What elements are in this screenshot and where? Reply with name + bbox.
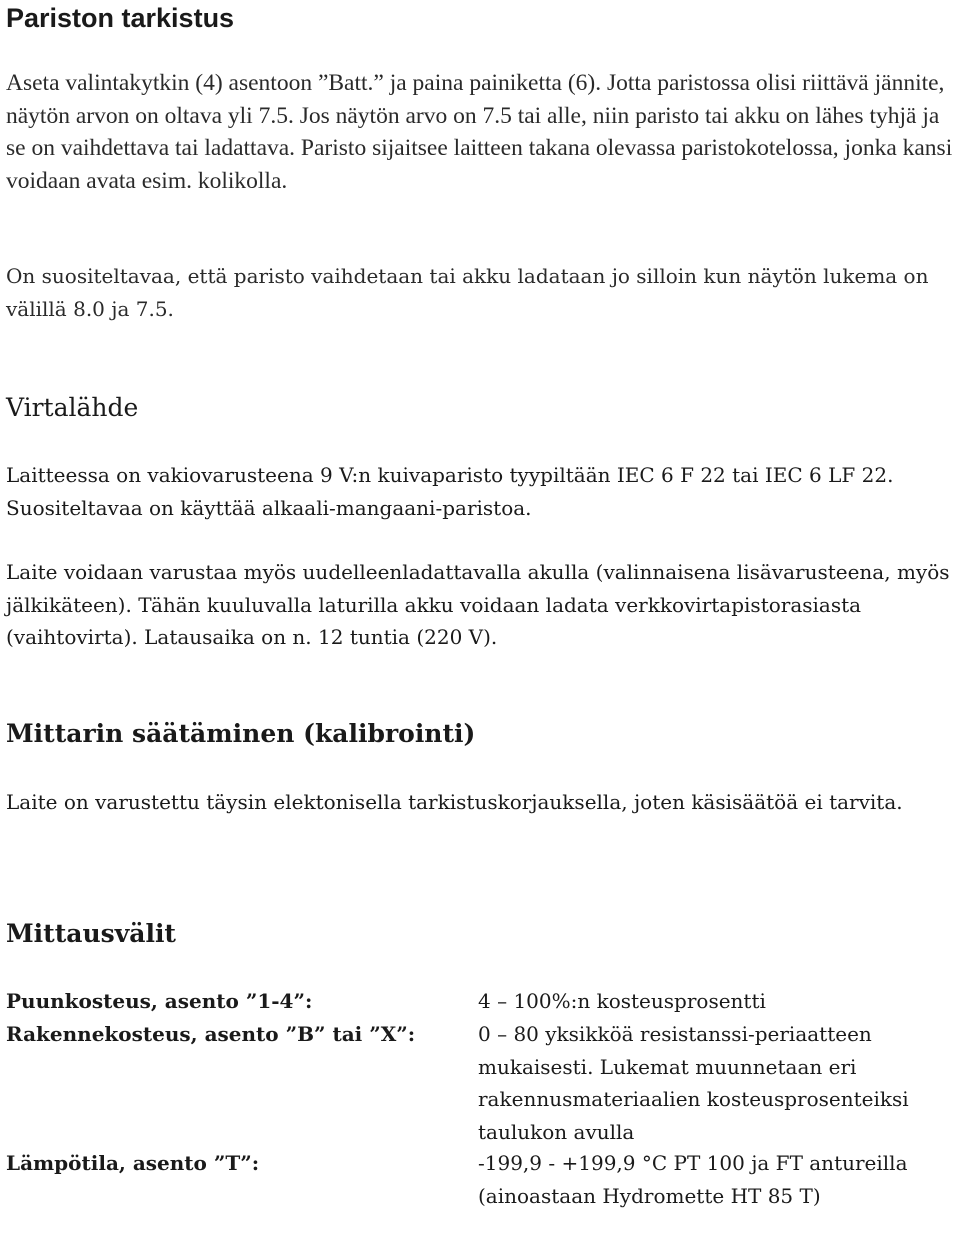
range-value-wood-moisture: 4 – 100%:n kosteusprosentti [478,989,766,1013]
battery-check-paragraph-2: On suositeltavaa, että paristo vaihdetaan tai akku ladataan jo silloin kun näytön lukema on välillä 8.0 ja 7.5. [6,264,929,321]
calibration-paragraph-1: Laite on varustettu täysin elektonisella tarkistuskorjauksella, joten käsisäätöä ei tarvita. [6,790,903,814]
measuring-ranges-heading: Mittausvälit [6,919,176,948]
range-label-structure-moisture: Rakennekosteus, asento ”B” tai ”X”: [6,1022,416,1046]
range-label-wood-moisture: Puunkosteus, asento ”1-4”: [6,989,313,1013]
range-value-structure-moisture: 0 – 80 yksikköä resistanssi-periaatteen mukaisesti. Lukemat muunnetaan eri rakennusmateriaalien kosteusprosenteiksi taulukon avulla [478,1022,909,1144]
range-label-temperature: Lämpötila, asento ”T”: [6,1151,260,1175]
power-source-heading: Virtalähde [6,393,139,422]
battery-check-paragraph-1: Aseta valintakytkin (4) asentoon ”Batt.” ja paina painiketta (6). Jotta paristossa olisi riittävä jännite, näytön arvon on oltava yli 7.5. Jos näytön arvo on 7.5 tai alle, niin paristo tai akku on lähes tyhjä ja se on vaihdettava tai ladattava. Paristo sijaitsee laitteen takana olevassa paristokotelossa, jonka kansi voidaan avata esim. kolikolla. [6,70,953,194]
power-source-paragraph-1: Laitteessa on vakiovarusteena 9 V:n kuivaparisto tyypiltään IEC 6 F 22 tai IEC 6 LF 22. Suositeltavaa on käyttää alkaali-mangaani-paristoa. [6,463,894,520]
calibration-heading: Mittarin säätäminen (kalibrointi) [6,719,476,748]
range-value-temperature: -199,9 - +199,9 °C PT 100 ja FT antureilla (ainoastaan Hydromette HT 85 T) [478,1151,908,1208]
power-source-paragraph-2: Laite voidaan varustaa myös uudelleenladattavalla akulla (valinnaisena lisävarusteena, myös jälkikäteen). Tähän kuuluvalla laturilla akku voidaan ladata verkkovirtapistorasiasta (vaihtovirta). Latausaika on n. 12 tuntia (220 V). [6,560,950,649]
battery-check-heading: Pariston tarkistus [6,3,235,33]
